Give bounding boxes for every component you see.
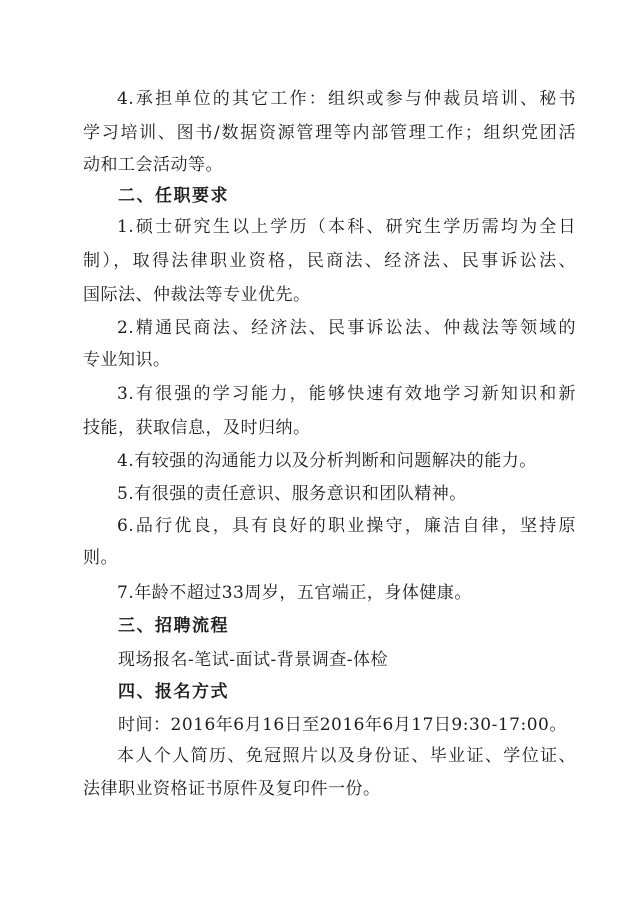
- req5: 5.有很强的责任意识、服务意识和团队精神。: [117, 484, 467, 504]
- req6-line2: 则。: [83, 548, 118, 568]
- req3-line1: 3.有很强的学习能力，能够快速有效地学习新知识和新: [117, 384, 576, 404]
- item4-line2: 学习培训、图书/数据资源管理等内部管理工作；组织党团活: [83, 123, 576, 143]
- req1-line1: 1.硕士研究生以上学历（本科、研究生学历需均为全日: [117, 217, 576, 237]
- item4-line3: 动和工会活动等。: [83, 155, 223, 175]
- req3-line2: 技能，获取信息，及时归纳。: [83, 418, 311, 438]
- section2-heading: 二、任职要求: [118, 186, 229, 206]
- req7: 7.年龄不超过33周岁，五官端正，身体健康。: [117, 583, 472, 603]
- req4: 4.有较强的沟通能力以及分析判断和问题解决的能力。: [117, 451, 537, 471]
- req2-line2: 专业知识。: [83, 350, 171, 370]
- section4-heading: 四、报名方式: [118, 682, 229, 702]
- process-text: 现场报名-笔试-面试-背景调查-体检: [118, 650, 388, 670]
- materials-line1: 本人个人简历、免冠照片以及身份证、毕业证、学位证、: [117, 746, 576, 766]
- item4-line1: 4.承担单位的其它工作：组织或参与仲裁员培训、秘书: [117, 89, 576, 109]
- req1-line2: 制），取得法律职业资格，民商法、经济法、民事诉讼法、: [83, 251, 576, 271]
- req1-line3: 国际法、仲裁法等专业优先。: [83, 285, 311, 305]
- materials-line2: 法律职业资格证书原件及复印件一份。: [83, 779, 381, 799]
- registration-time: 时间：2016年6月16日至2016年6月17日9:30-17:00。: [118, 715, 567, 735]
- section3-heading: 三、招聘流程: [118, 616, 229, 636]
- req2-line1: 2.精通民商法、经济法、民事诉讼法、仲裁法等领域的: [117, 318, 576, 338]
- req6-line1: 6.品行优良，具有良好的职业操守，廉洁自律，坚持原: [117, 516, 576, 536]
